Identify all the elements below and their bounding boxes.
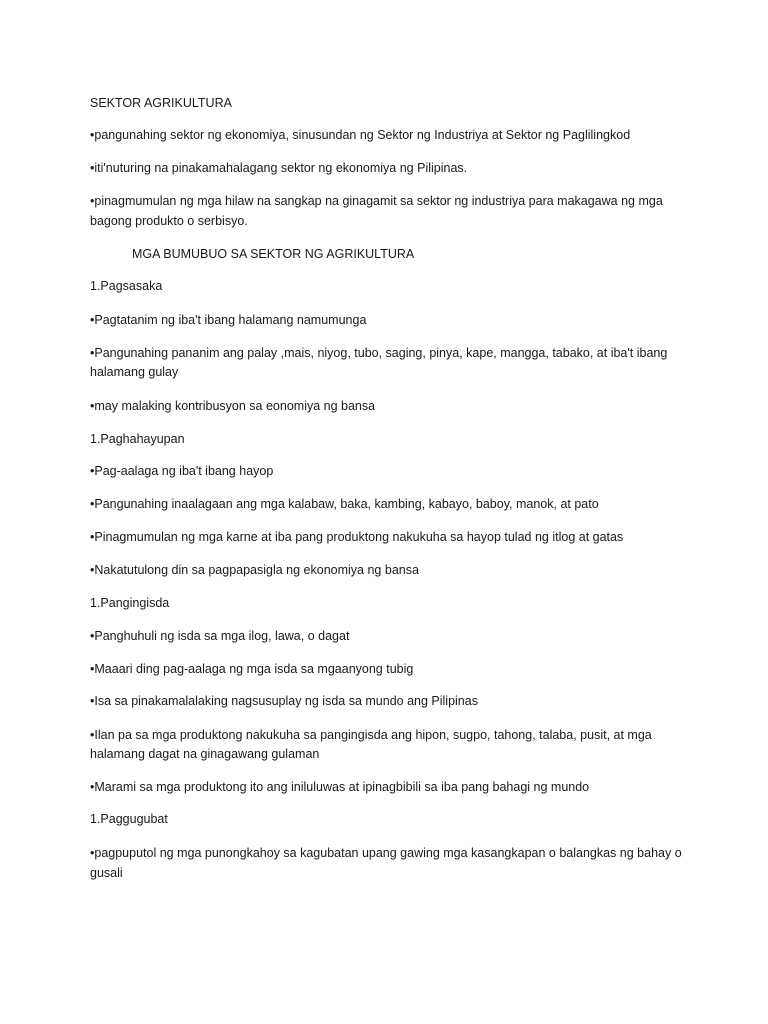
section-heading: MGA BUMUBUO SA SEKTOR NG AGRIKULTURA bbox=[132, 247, 415, 261]
paragraph: •Marami sa mga produktong ito ang iniluluwas at ipinagbibili sa iba pang bahagi ng mundo bbox=[90, 780, 590, 794]
paragraph: •Panghuhuli ng isda sa mga ilog, lawa, o dagat bbox=[90, 629, 350, 643]
list-heading: 1.Paggugubat bbox=[90, 812, 168, 826]
document-title: SEKTOR AGRIKULTURA bbox=[90, 96, 232, 110]
list-heading: 1.Paghahayupan bbox=[90, 432, 185, 446]
paragraph: •iti'nuturing na pinakamahalagang sektor ng ekonomiya ng Pilipinas. bbox=[90, 161, 468, 175]
paragraph: •Pagtatanim ng iba't ibang halamang namumunga bbox=[90, 313, 367, 327]
paragraph-continuation: halamang dagat na ginagawang gulaman bbox=[90, 747, 320, 761]
paragraph: •pangunahing sektor ng ekonomiya, sinusundan ng Sektor ng Industriya at Sektor ng Paglilingkod bbox=[90, 128, 631, 142]
paragraph: •Pinagmumulan ng mga karne at iba pang produktong nakukuha sa hayop tulad ng itlog at gatas bbox=[90, 530, 624, 544]
paragraph: •Pangunahing inaalagaan ang mga kalabaw, baka, kambing, kabayo, baboy, manok, at pato bbox=[90, 497, 599, 511]
paragraph-continuation: bagong produkto o serbisyo. bbox=[90, 214, 248, 228]
paragraph: •Nakatutulong din sa pagpapasigla ng ekonomiya ng bansa bbox=[90, 563, 419, 577]
paragraph: •Pag-aalaga ng iba't ibang hayop bbox=[90, 464, 274, 478]
paragraph: •pinagmumulan ng mga hilaw na sangkap na ginagamit sa sektor ng industriya para makagawa ng mga bbox=[90, 194, 663, 208]
paragraph: •may malaking kontribusyon sa eonomiya ng bansa bbox=[90, 399, 376, 413]
paragraph: •Maaari ding pag-aalaga ng mga isda sa mgaanyong tubig bbox=[90, 662, 414, 676]
paragraph: •Ilan pa sa mga produktong nakukuha sa pangingisda ang hipon, sugpo, tahong, talaba, pusit, at mga bbox=[90, 728, 652, 742]
paragraph-continuation: gusali bbox=[90, 866, 123, 880]
paragraph-continuation: halamang gulay bbox=[90, 365, 179, 379]
paragraph: •Pangunahing pananim ang palay ,mais, niyog, tubo, saging, pinya, kape, mangga, tabako, at iba't ibang bbox=[90, 346, 668, 360]
list-heading: 1.Pagsasaka bbox=[90, 279, 163, 293]
paragraph: •Isa sa pinakamalalaking nagsusuplay ng isda sa mundo ang Pilipinas bbox=[90, 694, 478, 708]
list-heading: 1.Pangingisda bbox=[90, 596, 170, 610]
paragraph: •pagpuputol ng mga punongkahoy sa kagubatan upang gawing mga kasangkapan o balangkas ng bahay o bbox=[90, 846, 682, 860]
